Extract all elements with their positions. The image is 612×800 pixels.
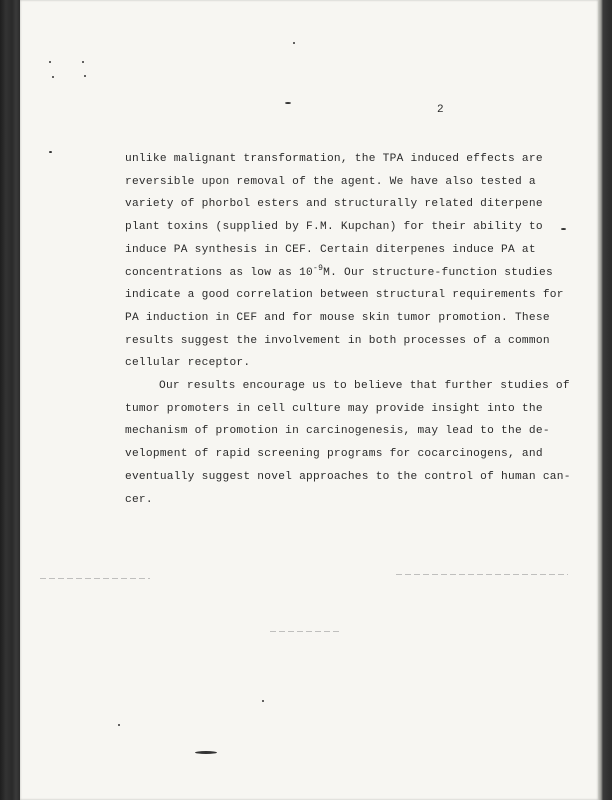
- body-text: [125, 148, 571, 511]
- text-span: M. Our structure-function studies: [323, 266, 553, 279]
- speck: [49, 61, 51, 63]
- speck: [561, 228, 566, 230]
- text-line: cer.: [125, 493, 153, 506]
- paragraph-2: [125, 375, 571, 511]
- speck: [293, 42, 295, 44]
- text-line: PA induction in CEF and for mouse skin tumor promotion. These: [125, 311, 550, 324]
- speck: [52, 76, 54, 78]
- text-line: indicate a good correlation between structural requirements for: [125, 289, 564, 302]
- speck: [84, 75, 86, 77]
- text-line: eventually suggest novel approaches to the control of human can-: [125, 470, 571, 483]
- page-edge-shadow: [598, 0, 612, 800]
- speck: [195, 751, 217, 754]
- text-line: variety of phorbol esters and structurally related diterpene: [125, 198, 543, 211]
- text-line: [125, 262, 553, 285]
- text-line: mechanism of promotion in carcinogenesis, may lead to the de-: [125, 425, 550, 438]
- text-line: induce PA synthesis in CEF. Certain diterpenes induce PA at: [125, 243, 536, 256]
- text-line: unlike malignant transformation, the TPA induced effects are: [125, 153, 543, 165]
- speck: [285, 102, 291, 104]
- text-line: velopment of rapid screening programs for cocarcinogens, and: [125, 448, 543, 461]
- exponent: -9: [313, 263, 324, 273]
- speck: [82, 61, 84, 63]
- text-line: reversible upon removal of the agent. We have also tested a: [125, 175, 536, 188]
- faint-scan-line: [40, 578, 150, 579]
- text-line: plant toxins (supplied by F.M. Kupchan) for their ability to: [125, 221, 543, 234]
- faint-scan-line: [396, 574, 568, 575]
- text-line: results suggest the involvement in both processes of a common: [125, 334, 550, 347]
- speck: [49, 151, 52, 153]
- page-number: 2: [437, 104, 444, 116]
- text-line: tumor promoters in cell culture may provide insight into the: [125, 402, 543, 415]
- text-span: concentrations as low as 10: [125, 266, 314, 279]
- text-line: Our results encourage us to believe that further studies of: [159, 380, 570, 393]
- speck: [118, 724, 120, 726]
- speck: [262, 700, 264, 702]
- text-line: cellular receptor.: [125, 357, 251, 370]
- paragraph-1: [125, 148, 564, 375]
- faint-scan-line: [270, 631, 340, 632]
